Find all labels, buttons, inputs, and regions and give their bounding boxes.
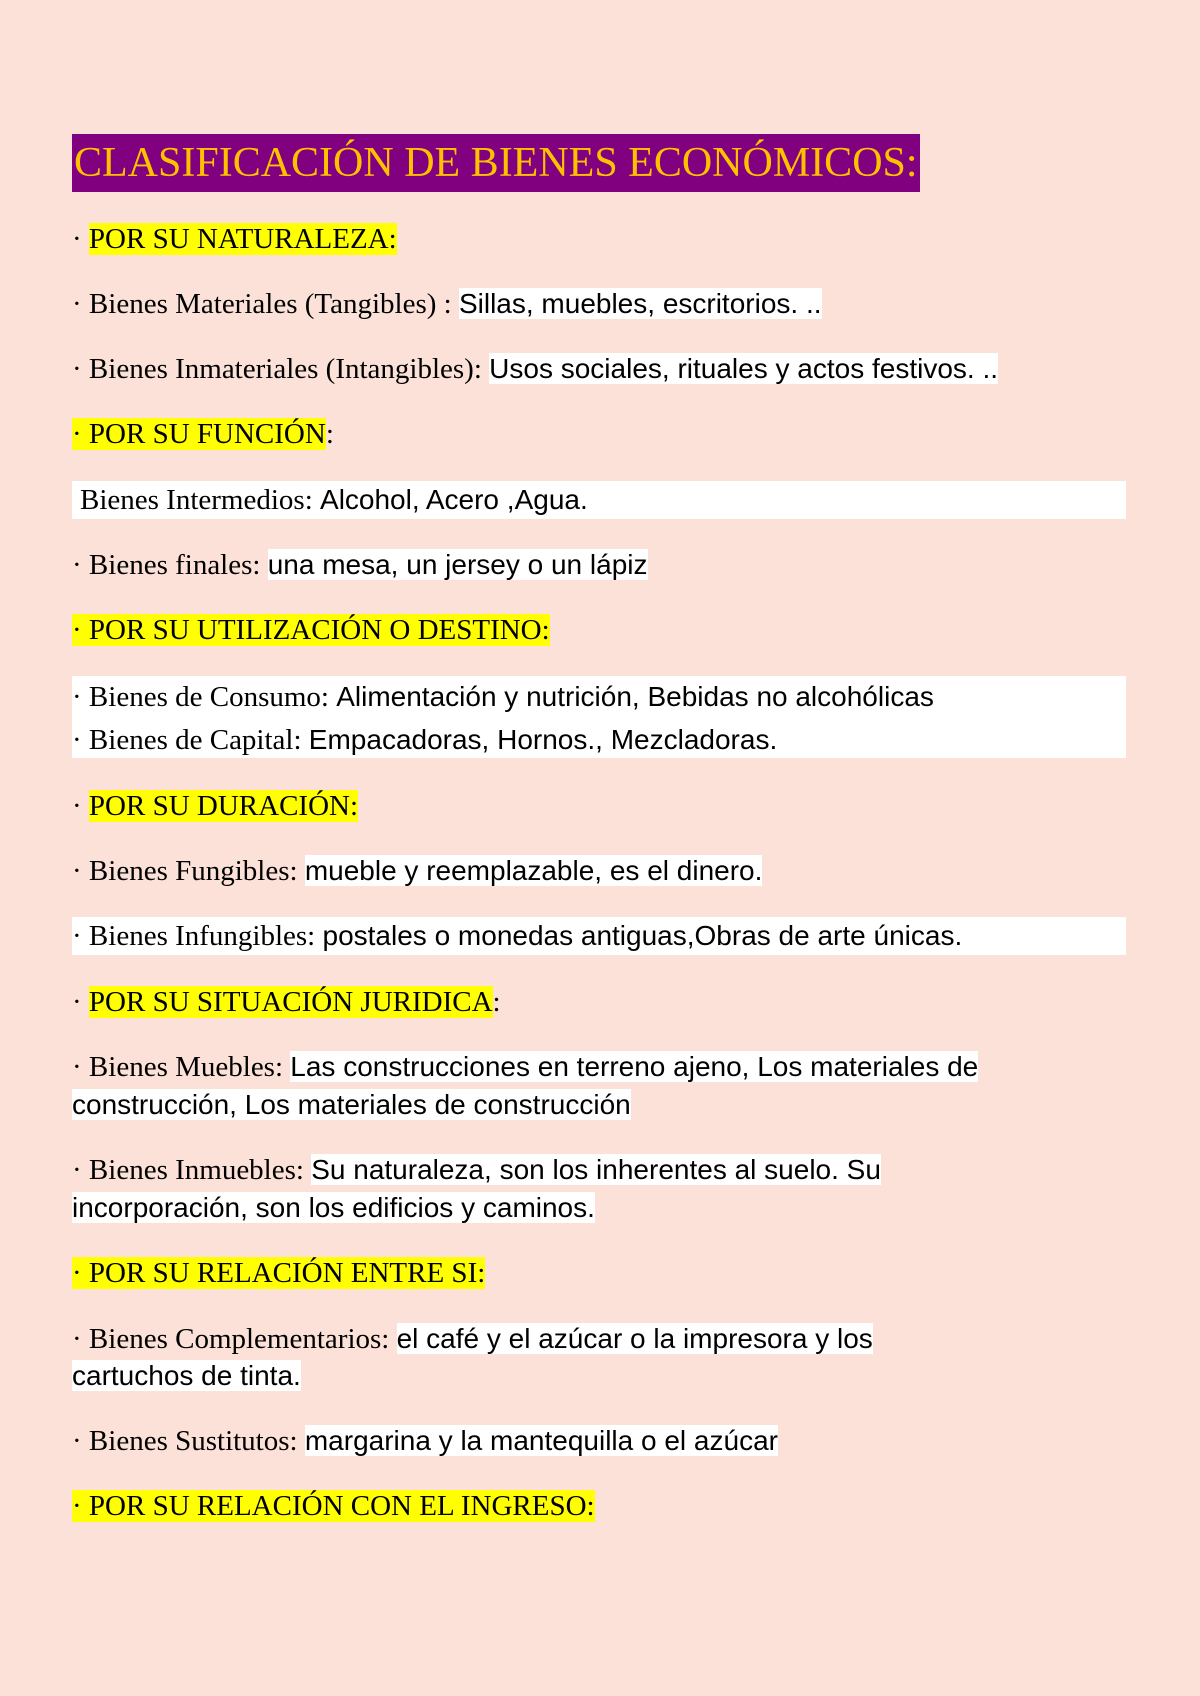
item-label: Bienes de Capital: xyxy=(88,724,309,756)
item-text: construcción, Los materiales de construcción xyxy=(72,1089,631,1120)
item-bienes-capital xyxy=(72,721,777,759)
section-header-text: POR SU SITUACIÓN JURIDICA xyxy=(88,986,493,1018)
item-label: Bienes Intermedios: xyxy=(80,484,321,516)
bullet: · xyxy=(72,353,89,385)
bullet: · xyxy=(72,855,89,887)
item-bienes-finales xyxy=(72,546,648,584)
bullet: · xyxy=(72,1425,89,1457)
section-header-text: POR SU DURACIÓN: xyxy=(88,790,359,822)
item-bienes-complementarios-cont xyxy=(72,1357,301,1395)
item-label: Bienes Muebles: xyxy=(88,1051,291,1083)
item-bienes-materiales xyxy=(72,285,822,323)
section-header-text: POR SU NATURALEZA: xyxy=(88,223,397,255)
item-text: margarina y la mantequilla o el azúcar xyxy=(304,1425,778,1456)
item-label: Bienes de Consumo: xyxy=(88,681,337,713)
section-header-situacion-juridica: · POR SU SITUACIÓN JURIDICA: xyxy=(72,986,501,1018)
item-text: cartuchos de tinta. xyxy=(72,1360,301,1391)
section-header-text: · POR SU UTILIZACIÓN O DESTINO: xyxy=(72,614,550,646)
section-header-text: · POR SU RELACIÓN CON EL INGRESO: xyxy=(72,1490,595,1522)
item-label: Bienes Inmuebles: xyxy=(88,1154,312,1186)
item-label: Bienes Sustitutos: xyxy=(88,1425,305,1457)
item-bienes-inmuebles-cont xyxy=(72,1189,595,1227)
item-text: Usos sociales, rituales y actos festivos. .. xyxy=(489,353,999,384)
item-bienes-infungibles xyxy=(72,917,962,955)
item-text: una mesa, un jersey o un lápiz xyxy=(267,549,648,580)
item-label: Bienes Inmateriales (Intangibles): xyxy=(88,353,490,385)
bullet: · xyxy=(72,1051,89,1083)
bullet: · xyxy=(72,681,89,713)
bullet: · xyxy=(72,549,89,581)
section-header-duracion xyxy=(72,787,358,825)
item-bienes-sustitutos xyxy=(72,1422,778,1460)
item-bienes-consumo xyxy=(72,678,934,716)
item-bienes-intermedios xyxy=(80,481,588,519)
item-bienes-fungibles xyxy=(72,852,762,890)
bullet: · xyxy=(72,1154,89,1186)
bullet: · xyxy=(72,920,89,952)
item-text: Su naturaleza, son los inherentes al suelo. Su xyxy=(311,1154,881,1185)
section-header-text: · POR SU FUNCIÓN xyxy=(72,418,326,450)
item-label: Bienes finales: xyxy=(88,549,268,581)
item-label: Bienes Infungibles: xyxy=(88,920,323,952)
item-label: Bienes Materiales (Tangibles) : xyxy=(88,288,459,320)
bullet: · xyxy=(72,790,89,822)
item-bienes-inmuebles xyxy=(72,1151,881,1189)
bullet: · xyxy=(72,724,89,756)
bullet: · xyxy=(72,223,89,255)
bullet: · xyxy=(72,1323,89,1355)
item-text: Las construcciones en terreno ajeno, Los materiales de xyxy=(290,1051,979,1082)
item-bienes-complementarios xyxy=(72,1320,873,1358)
item-bienes-muebles xyxy=(72,1048,978,1086)
item-label: Bienes Fungibles: xyxy=(88,855,305,887)
bullet: · xyxy=(72,288,89,320)
section-header-relacion-ingreso xyxy=(72,1487,595,1525)
item-bienes-muebles-cont xyxy=(72,1086,631,1124)
bullet: · xyxy=(72,986,89,1018)
item-text: postales o monedas antiguas,Obras de arte únicas. xyxy=(322,920,963,951)
item-bienes-inmateriales xyxy=(72,350,998,388)
section-header-text: · POR SU RELACIÓN ENTRE SI: xyxy=(72,1257,486,1289)
item-text: incorporación, son los edificios y caminos. xyxy=(72,1192,595,1223)
section-header-relacion-entre-si xyxy=(72,1254,485,1292)
item-text: el café y el azúcar o la impresora y los xyxy=(396,1323,873,1354)
item-text: Sillas, muebles, escritorios. .. xyxy=(458,288,822,319)
section-header-naturaleza xyxy=(72,220,397,258)
item-text: Alcohol, Acero ,Agua. xyxy=(320,484,588,515)
item-text: Empacadoras, Hornos., Mezcladoras. xyxy=(308,724,778,755)
section-header-utilizacion xyxy=(72,611,550,649)
document-title: CLASIFICACIÓN DE BIENES ECONÓMICOS: xyxy=(72,134,920,192)
item-label: Bienes Complementarios: xyxy=(88,1323,397,1355)
item-text: mueble y reemplazable, es el dinero. xyxy=(304,855,763,886)
item-text: Alimentación y nutrición, Bebidas no alcohólicas xyxy=(336,681,934,712)
section-header-funcion: · POR SU FUNCIÓN: xyxy=(72,418,334,450)
